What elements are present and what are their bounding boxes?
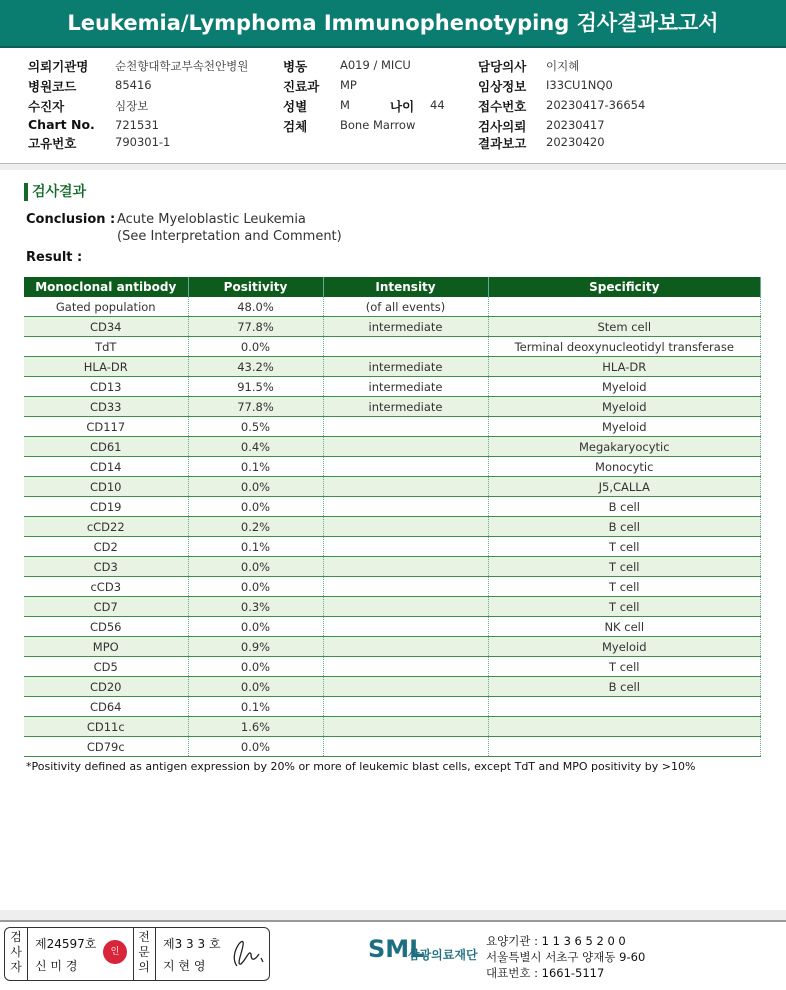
col-header: Positivity [188,277,323,297]
info-label: 진료과 [283,79,320,94]
intensity-cell [323,637,488,657]
intensity-cell [323,497,488,517]
info-value: 721531 [115,118,159,132]
specificity-cell [488,297,761,317]
intensity-cell [323,657,488,677]
table-row [24,357,761,377]
antibody-cell: CD64 [24,697,188,717]
org-name: 삼광의료재단 [408,948,478,962]
table-row [24,657,761,677]
table-row [24,497,761,517]
section-title: 검사결과 [24,183,86,201]
info-label: 검체 [283,119,308,134]
intensity-cell [323,617,488,637]
specificity-cell: Megakaryocytic [488,437,761,457]
info-value: 순천향대학교부속천안병원 [115,59,249,73]
specificity-cell: T cell [488,537,761,557]
specificity-cell: Myeloid [488,397,761,417]
specificity-cell [488,717,761,737]
table-row [24,457,761,477]
table-row [24,477,761,497]
antibody-cell: TdT [24,337,188,357]
col-header: Monoclonal antibody [24,277,188,297]
col-header: Intensity [323,277,488,297]
antibody-cell: CD10 [24,477,188,497]
antibody-cell: CD34 [24,317,188,337]
table-row [24,677,761,697]
specificity-cell [488,697,761,717]
intensity-cell [323,597,488,617]
info-label: 수진자 [28,99,65,114]
intensity-cell [323,477,488,497]
intensity-cell [323,737,488,757]
positivity-cell: 0.4% [188,437,323,457]
positivity-cell: 43.2% [188,357,323,377]
intensity-cell [323,437,488,457]
specificity-cell: Stem cell [488,317,761,337]
org-phone: 대표번호 : 1661-5117 [486,966,605,980]
positivity-cell: 0.0% [188,497,323,517]
info-value: Bone Marrow [340,118,416,132]
antibody-cell: cCD3 [24,577,188,597]
org-address [486,933,645,981]
positivity-cell: 1.6% [188,717,323,737]
signature [227,936,267,973]
antibody-cell: CD5 [24,657,188,677]
info-value: 20230417 [546,118,605,132]
intensity-cell [323,337,488,357]
doctor-license: 제3 3 3 호 [163,937,221,951]
info-label: 병원코드 [28,79,77,94]
table-row [24,337,761,357]
table-row [24,437,761,457]
info-value: 790301-1 [115,135,171,149]
antibody-cell: CD7 [24,597,188,617]
positivity-cell: 77.8% [188,397,323,417]
specificity-cell: Myeloid [488,377,761,397]
antibody-cell: CD13 [24,377,188,397]
org-code: 요양기관 : 1 1 3 6 5 2 0 0 [486,934,626,948]
conclusion-label: Conclusion : [26,212,116,227]
intensity-cell: (of all events) [323,297,488,317]
intensity-cell [323,537,488,557]
conclusion-text: Acute Myeloblastic Leukemia [117,212,306,227]
intensity-cell: intermediate [323,317,488,337]
specificity-cell [488,737,761,757]
specificity-cell: B cell [488,517,761,537]
intensity-cell: intermediate [323,357,488,377]
antibody-cell: CD79c [24,737,188,757]
signature-box [4,927,270,981]
table-row [24,737,761,757]
positivity-cell: 0.9% [188,637,323,657]
positivity-cell: 0.3% [188,597,323,617]
org-street: 서울특별시 서초구 양재동 9-60 [486,950,646,964]
specificity-cell: T cell [488,597,761,617]
positivity-cell: 91.5% [188,377,323,397]
info-label: 결과보고 [478,136,527,151]
intensity-cell [323,577,488,597]
antibody-cell: CD3 [24,557,188,577]
antibody-cell: MPO [24,637,188,657]
intensity-cell: intermediate [323,377,488,397]
tester-label: 검사자 [10,930,22,974]
info-label: 접수번호 [478,99,527,114]
divider [0,163,786,170]
info-label: 병동 [283,59,308,74]
specificity-cell: B cell [488,677,761,697]
intensity-cell [323,417,488,437]
specificity-cell: T cell [488,657,761,677]
positivity-cell: 0.0% [188,337,323,357]
info-label: 나이 [390,99,415,114]
result-label: Result : [26,250,83,265]
table-row [24,697,761,717]
positivity-cell: 0.0% [188,477,323,497]
sml-logo: SML [368,935,425,963]
col-header: Specificity [488,277,761,297]
specificity-cell: HLA-DR [488,357,761,377]
table-row [24,417,761,437]
positivity-cell: 0.5% [188,417,323,437]
info-label: 고유번호 [28,136,77,151]
antibody-cell: HLA-DR [24,357,188,377]
info-value: 85416 [115,78,152,92]
antibody-cell: CD56 [24,617,188,637]
antibody-cell: CD33 [24,397,188,417]
positivity-cell: 0.2% [188,517,323,537]
info-value: 20230420 [546,135,605,149]
positivity-cell: 48.0% [188,297,323,317]
antibody-cell: CD19 [24,497,188,517]
specificity-cell: Monocytic [488,457,761,477]
table-row [24,577,761,597]
tester-name: 신 미 경 [35,959,78,973]
intensity-cell [323,517,488,537]
info-value: A019 / MICU [340,58,411,72]
info-label: Chart No. [28,117,95,132]
doctor-label: 전문의 [138,930,150,974]
positivity-cell: 77.8% [188,317,323,337]
report-title: Leukemia/Lymphoma Immunophenotyping 검사결과보고서 [0,0,786,48]
intensity-cell: intermediate [323,397,488,417]
specificity-cell: T cell [488,577,761,597]
intensity-cell [323,677,488,697]
specificity-cell: Myeloid [488,417,761,437]
results-table [24,277,761,757]
intensity-cell [323,697,488,717]
antibody-cell: CD117 [24,417,188,437]
table-row [24,597,761,617]
table-row [24,377,761,397]
positivity-cell: 0.0% [188,677,323,697]
info-value: MP [340,78,357,92]
specificity-cell: T cell [488,557,761,577]
positivity-cell: 0.0% [188,737,323,757]
table-row [24,717,761,737]
table-row [24,617,761,637]
intensity-cell [323,457,488,477]
positivity-cell: 0.0% [188,657,323,677]
conclusion-note: (See Interpretation and Comment) [117,229,342,244]
seal-stamp: 인 [103,940,127,964]
info-label: 임상정보 [478,79,527,94]
positivity-cell: 0.1% [188,537,323,557]
info-value: I33CU1NQ0 [546,78,613,92]
doctor-name: 지 현 영 [163,959,206,973]
table-row [24,557,761,577]
info-value: 44 [430,98,445,112]
table-row [24,537,761,557]
info-value: M [340,98,350,112]
specificity-cell: Myeloid [488,637,761,657]
positivity-cell: 0.1% [188,697,323,717]
table-row [24,317,761,337]
info-label: 성별 [283,99,308,114]
table-row [24,397,761,417]
specificity-cell: J5,CALLA [488,477,761,497]
info-label: 담당의사 [478,59,527,74]
positivity-cell: 0.0% [188,557,323,577]
table-row [24,637,761,657]
specificity-cell: B cell [488,497,761,517]
info-value: 이지혜 [546,59,580,73]
antibody-cell: Gated population [24,297,188,317]
info-value: 심장보 [115,99,149,113]
positivity-cell: 0.1% [188,457,323,477]
info-label: 의뢰기관명 [28,59,89,74]
footnote: *Positivity defined as antigen expression by 20% or more of leukemic blast cells, except TdT and MPO positivity by >10% [26,760,696,773]
antibody-cell: CD14 [24,457,188,477]
antibody-cell: CD20 [24,677,188,697]
antibody-cell: CD11c [24,717,188,737]
specificity-cell: Terminal deoxynucleotidyl transferase [488,337,761,357]
intensity-cell [323,717,488,737]
specificity-cell: NK cell [488,617,761,637]
antibody-cell: cCD22 [24,517,188,537]
info-label: 검사의뢰 [478,119,527,134]
intensity-cell [323,557,488,577]
info-value: 20230417-36654 [546,98,646,112]
table-row [24,297,761,317]
antibody-cell: CD2 [24,537,188,557]
tester-license: 제24597호 [35,937,97,951]
table-row [24,517,761,537]
positivity-cell: 0.0% [188,617,323,637]
divider [0,910,786,922]
antibody-cell: CD61 [24,437,188,457]
positivity-cell: 0.0% [188,577,323,597]
